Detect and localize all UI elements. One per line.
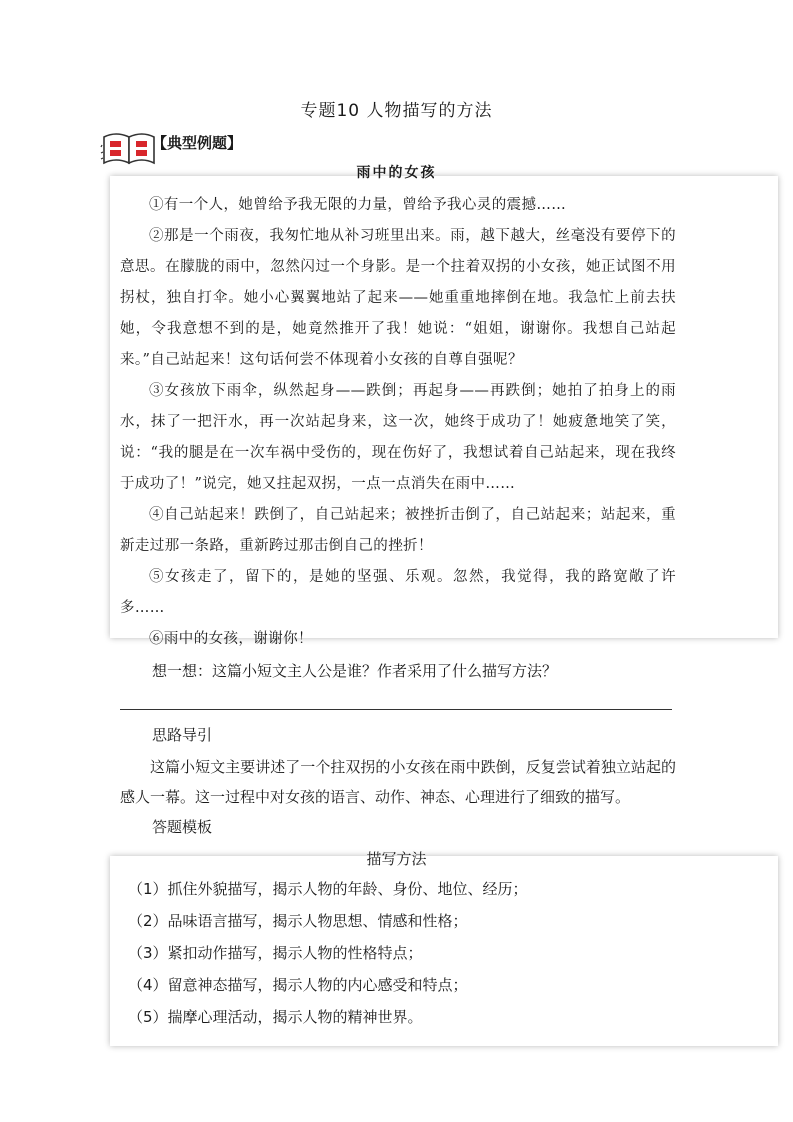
section-label: 【典型例题】 (152, 134, 243, 152)
guide-text: 这篇小短文主要讲述了一个拄双拐的小女孩在雨中跌倒，反复尝试着独立站起的感人一幕。这一过程中对女孩的语言、动作、神态、心理进行了细致的描写。 (120, 758, 676, 806)
story-paragraph: ④自己站起来！跌倒了，自己站起来；被挫折击倒了，自己站起来；站起来，重新走过那一条路，重新跨过那击倒自己的挫折！ (120, 507, 676, 554)
method-item: （4）留意神态描写，揭示人物的内心感受和特点； (128, 976, 468, 994)
method-item: （5）揣摩心理活动，揭示人物的精神世界。 (128, 1008, 423, 1026)
story-paragraph: ②那是一个雨夜，我匆忙地从补习班里出来。雨，越下越大，丝毫没有要停下的意思。在朦胧的雨中，忽然闪过一个身影。是一个拄着双拐的小女孩，她正试图不用拐杖，独自打伞。她小心翼翼地站了起来——她重重地摔倒在地。我急忙上前去扶她，令我意想不到的是，她竟然推开了我！她说：“姐姐，谢谢你。我想自己站起来。”自己站起来！这句话何尝不体现着小女孩的自尊自强呢？ (120, 228, 676, 368)
template-heading: 答题模板 (152, 818, 213, 836)
method-item: （2）品味语言描写，揭示人物思想、情感和性格； (128, 912, 468, 930)
method-title: 描写方法 (366, 850, 427, 868)
story-paragraph: ①有一个人，她曾给予我无限的力量，曾给予我心灵的震撼…… (149, 197, 567, 213)
story-paragraph: ③女孩放下雨伞，纵然起身——跌倒；再起身——再跌倒；她拍了拍身上的雨水，抹了一把汗水，再一次站起身来，这一次，她终于成功了！她疲惫地笑了笑，说：“我的腿是在一次车祸中受伤的，现在伤好了，我想试着自己站起来，现在我终于成功了！”说完，她又拄起双拐，一点一点消失在雨中…… (120, 383, 676, 492)
method-item: （3）紧扣动作描写，揭示人物的性格特点； (128, 944, 423, 962)
method-item: （1）抓住外貌描写，揭示人物的年龄、身份、地位、经历； (128, 880, 528, 898)
story-paragraph: ⑤女孩走了，留下的，是她的坚强、乐观。忽然，我觉得，我的路宽敞了许多…… (120, 569, 676, 616)
story-paragraph: ⑥雨中的女孩，谢谢你！ (149, 631, 313, 647)
open-book-icon (100, 127, 158, 167)
guide-heading: 思路导引 (152, 726, 213, 744)
method-list (128, 876, 528, 1036)
divider (120, 709, 672, 710)
page-title: 专题10 人物描写的方法 (300, 101, 493, 121)
story-title: 雨中的女孩 (356, 165, 437, 181)
question: 想一想：这篇小短文主人公是谁？作者采用了什么描写方法？ (152, 662, 558, 680)
story-text (120, 190, 676, 655)
